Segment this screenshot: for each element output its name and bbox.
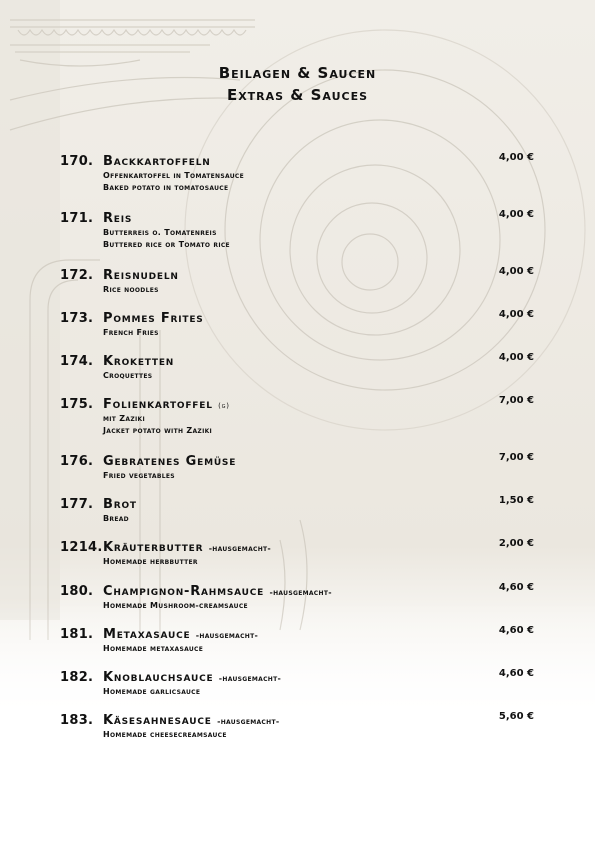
item-price: 4,00 € (498, 352, 534, 363)
item-number: 172. (60, 268, 94, 283)
item-price: 4,60 € (498, 625, 534, 636)
item-number: 180. (60, 584, 94, 599)
item-description: Fried vegetables (103, 471, 175, 480)
item-name-line (103, 497, 137, 512)
item-note: -hausgemacht- (195, 631, 259, 640)
item-note: -hausgemacht- (218, 674, 282, 683)
item-description: Croquettes (103, 371, 153, 380)
item-description: Butterreis o. Tomatenreis (103, 228, 217, 237)
item-name-line (103, 670, 281, 685)
item-number: 177. (60, 497, 94, 512)
item-note: -hausgemacht- (217, 717, 280, 726)
item-description: Buttered rice or Tomato rice (103, 240, 230, 249)
item-number: 171. (60, 211, 94, 226)
section-title-english: Extras & Sauces (226, 86, 369, 104)
item-description: Homemade herbbutter (103, 557, 198, 566)
item-price: 4,60 € (498, 668, 534, 679)
item-name-line (103, 454, 236, 469)
item-price: 4,00 € (498, 209, 534, 220)
item-name: Champignon-Rahmsauce (103, 584, 265, 599)
item-name-line (103, 154, 211, 169)
item-description: Bread (103, 514, 129, 523)
item-number: 170. (60, 154, 94, 169)
item-description: Homemade metaxasauce (103, 644, 204, 653)
item-price: 4,60 € (498, 582, 534, 593)
item-number: 173. (60, 311, 94, 326)
item-name: Metaxasauce (103, 627, 191, 642)
item-number: 175. (60, 397, 94, 412)
item-number: 181. (60, 627, 94, 642)
item-name: Reisnudeln (103, 268, 179, 283)
item-name-line (103, 713, 279, 728)
item-price: 5,60 € (498, 711, 534, 722)
item-name-line (103, 584, 332, 599)
item-price: 7,00 € (498, 452, 534, 463)
section-title-german: Beilagen & Saucen (218, 64, 377, 82)
item-name: Reis (103, 211, 133, 226)
item-name-line (103, 540, 271, 555)
item-price: 4,00 € (498, 266, 534, 277)
item-description: mit Zaziki (103, 414, 145, 423)
item-name-line (103, 627, 258, 642)
item-name: Brot (103, 497, 137, 512)
item-name: Gebratenes Gemüse (103, 454, 237, 469)
item-name: Backkartoffeln (103, 154, 211, 169)
item-description: Baked potato in tomatosauce (103, 183, 229, 192)
item-name: Pommes Frites (103, 311, 204, 326)
item-description: Homemade Mushroom-creamsauce (103, 601, 248, 610)
item-price: 4,00 € (498, 152, 534, 163)
item-number: 183. (60, 713, 94, 728)
item-number: 1214. (60, 540, 103, 555)
item-number: 176. (60, 454, 94, 469)
item-description: Rice noodles (103, 285, 159, 294)
item-description: Offenkartoffel in Tomatensauce (103, 171, 244, 180)
item-name-line (103, 397, 230, 412)
item-name: Knoblauchsauce (103, 670, 214, 685)
item-name-line (103, 311, 204, 326)
item-number: 174. (60, 354, 94, 369)
item-description: Homemade cheesecreamsauce (103, 730, 227, 739)
item-name: Kroketten (103, 354, 175, 369)
item-name-line (103, 211, 132, 226)
item-description: Homemade garlicsauce (103, 687, 201, 696)
item-description: French Fries (103, 328, 159, 337)
item-name-line (103, 354, 174, 369)
item-name: Kräuterbutter (103, 540, 204, 555)
allergen-marker: (g) (218, 402, 230, 410)
item-name-line (103, 268, 179, 283)
item-price: 1,50 € (498, 495, 534, 506)
item-price: 7,00 € (498, 395, 534, 406)
item-number: 182. (60, 670, 94, 685)
item-note: -hausgemacht- (269, 588, 332, 597)
item-description: Jacket potato with Zaziki (103, 426, 213, 435)
item-price: 4,00 € (498, 309, 534, 320)
item-name: Folienkartoffel (103, 397, 213, 412)
item-price: 2,00 € (498, 538, 534, 549)
item-note: -hausgemacht- (208, 544, 272, 553)
item-name: Käsesahnesauce (103, 713, 212, 728)
